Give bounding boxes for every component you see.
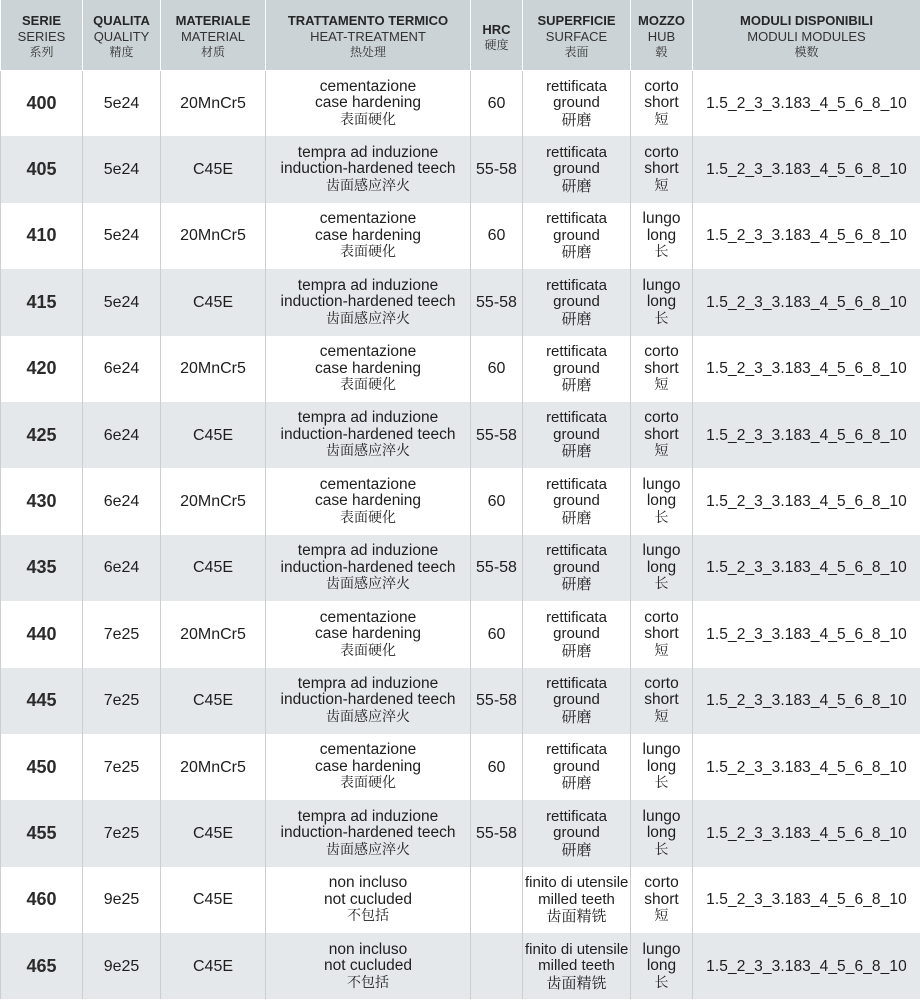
cell-treatment-line: cementazione — [319, 210, 417, 228]
cell-hub-line: lungo — [642, 542, 681, 560]
cell-surface-line: ground — [553, 425, 600, 443]
cell-hub-line: long — [646, 824, 677, 842]
header-material-it: MATERIALE — [175, 13, 251, 28]
cell-hub-line: short — [644, 160, 679, 178]
cell-surface-line: 研磨 — [561, 376, 592, 394]
cell-treatment-line: 表面硬化 — [340, 111, 396, 128]
cell-treatment-line: case hardening — [315, 359, 421, 377]
cell-hub-line: 长 — [654, 244, 669, 261]
cell-quality: 9e25 — [83, 933, 161, 999]
cell-treatment-line: non incluso — [328, 874, 408, 892]
header-hub-it: MOZZO — [638, 13, 685, 28]
cell-hrc: 55-58 — [471, 269, 523, 335]
cell-surface-line: 研磨 — [561, 442, 592, 461]
cell-treatment — [266, 734, 471, 800]
cell-surface — [523, 336, 631, 402]
cell-surface — [523, 203, 631, 269]
cell-hrc: 60 — [471, 203, 523, 269]
cell-serie: 425 — [1, 402, 83, 468]
cell-serie: 410 — [1, 203, 83, 269]
header-surface-it: SUPERFICIE — [537, 13, 616, 28]
table-header — [1, 0, 920, 70]
header-quality — [83, 0, 161, 70]
cell-surface-line: finito di utensile — [525, 874, 629, 892]
cell-hrc: 55-58 — [471, 535, 523, 601]
cell-treatment — [266, 601, 471, 667]
cell-material: 20MnCr5 — [161, 70, 266, 136]
header-treatment-it: TRATTAMENTO TERMICO — [287, 13, 449, 28]
cell-modules: 1.5_2_3_3.183_4_5_6_8_10 — [693, 867, 920, 933]
cell-surface-line: finito di utensile — [525, 940, 629, 958]
cell-hub-line: 长 — [654, 310, 669, 327]
cell-hub-line: corto — [644, 874, 679, 892]
cell-quality: 9e25 — [83, 867, 161, 933]
cell-surface-line: 研磨 — [561, 508, 592, 527]
header-quality-zh: 精度 — [109, 45, 134, 59]
cell-surface — [523, 70, 631, 136]
cell-hub — [631, 70, 693, 136]
cell-surface — [523, 933, 631, 999]
table-row — [1, 800, 920, 866]
cell-hub-line: 短 — [654, 708, 669, 725]
cell-treatment-line: induction-hardened teech — [280, 824, 456, 842]
cell-hub-line: lungo — [642, 940, 681, 958]
cell-treatment-line: not cucluded — [324, 957, 412, 975]
cell-hub — [631, 601, 693, 667]
cell-treatment-line: 表面硬化 — [340, 509, 396, 526]
cell-modules: 1.5_2_3_3.183_4_5_6_8_10 — [693, 136, 920, 202]
table-row — [1, 933, 920, 999]
cell-hub-line: lungo — [642, 475, 681, 493]
header-modules-en: MODULI MODULES — [747, 29, 866, 44]
cell-surface-line: rettificata — [546, 807, 607, 825]
cell-material: C45E — [161, 535, 266, 601]
cell-surface — [523, 535, 631, 601]
cell-hub-line: 长 — [654, 974, 669, 991]
cell-treatment — [266, 535, 471, 601]
cell-modules: 1.5_2_3_3.183_4_5_6_8_10 — [693, 535, 920, 601]
header-treatment-en: HEAT-TREATMENT — [310, 29, 426, 44]
cell-treatment-line: 表面硬化 — [340, 377, 396, 393]
header-material-zh: 材质 — [200, 45, 225, 59]
cell-treatment-line: 齿面感应淬火 — [326, 708, 410, 725]
cell-treatment-line: cementazione — [319, 741, 417, 759]
cell-treatment-line: non incluso — [328, 940, 408, 958]
header-hrc-it: HRC — [482, 22, 511, 37]
cell-treatment — [266, 402, 471, 468]
table-row — [1, 601, 920, 667]
cell-hub-line: long — [646, 293, 677, 311]
cell-hrc: 55-58 — [471, 800, 523, 866]
cell-quality: 6e24 — [83, 402, 161, 468]
cell-hub — [631, 933, 693, 999]
cell-surface-line: ground — [553, 757, 600, 775]
cell-modules: 1.5_2_3_3.183_4_5_6_8_10 — [693, 734, 920, 800]
header-hub — [631, 0, 693, 70]
cell-hub-line: lungo — [642, 276, 681, 294]
cell-modules: 1.5_2_3_3.183_4_5_6_8_10 — [693, 203, 920, 269]
cell-treatment — [266, 933, 471, 999]
cell-serie: 460 — [1, 867, 83, 933]
table-row — [1, 203, 920, 269]
cell-hub — [631, 734, 693, 800]
cell-surface-line: milled teeth — [538, 957, 615, 975]
cell-hub-line: long — [646, 957, 677, 975]
cell-surface-line: 研磨 — [561, 176, 592, 195]
cell-treatment-line: induction-hardened teech — [280, 293, 456, 311]
cell-hub-line: short — [644, 890, 679, 908]
cell-hub-line: long — [646, 558, 677, 576]
table-row — [1, 535, 920, 601]
cell-treatment — [266, 867, 471, 933]
cell-serie: 435 — [1, 535, 83, 601]
cell-treatment-line: cementazione — [319, 77, 417, 95]
cell-quality: 6e24 — [83, 535, 161, 601]
cell-hub — [631, 336, 693, 402]
cell-surface — [523, 734, 631, 800]
cell-hub-line: 短 — [654, 111, 669, 128]
cell-hub-line: short — [644, 691, 679, 709]
cell-hub-line: short — [644, 625, 679, 643]
cell-treatment-line: not cucluded — [324, 890, 412, 908]
cell-treatment-line: 表面硬化 — [340, 775, 396, 792]
cell-serie: 465 — [1, 933, 83, 999]
header-surface — [523, 0, 631, 70]
cell-hrc: 60 — [471, 734, 523, 800]
cell-modules: 1.5_2_3_3.183_4_5_6_8_10 — [693, 269, 920, 335]
cell-surface — [523, 601, 631, 667]
header-hrc-zh: 硬度 — [484, 38, 509, 52]
cell-material: C45E — [161, 933, 266, 999]
cell-treatment-line: tempra ad induzione — [297, 542, 439, 560]
cell-hub-line: long — [646, 757, 677, 775]
cell-hub-line: corto — [644, 409, 679, 427]
cell-treatment-line: 齿面感应淬火 — [326, 177, 410, 194]
cell-quality: 7e25 — [83, 800, 161, 866]
cell-hrc: 55-58 — [471, 402, 523, 468]
cell-treatment-line: case hardening — [315, 757, 421, 775]
cell-material: C45E — [161, 136, 266, 202]
cell-surface-line: ground — [553, 691, 600, 709]
cell-treatment-line: case hardening — [315, 94, 421, 112]
cell-hub-line: long — [646, 226, 677, 244]
table-row — [1, 668, 920, 734]
cell-serie: 450 — [1, 734, 83, 800]
cell-hub — [631, 535, 693, 601]
cell-hub — [631, 668, 693, 734]
cell-hub-line: 长 — [654, 841, 669, 858]
cell-hub-line: short — [644, 359, 679, 377]
cell-treatment-line: 不包括 — [347, 908, 389, 925]
cell-quality: 5e24 — [83, 203, 161, 269]
cell-treatment — [266, 800, 471, 866]
cell-surface — [523, 269, 631, 335]
cell-modules: 1.5_2_3_3.183_4_5_6_8_10 — [693, 70, 920, 136]
header-surface-en: SURFACE — [545, 29, 608, 44]
cell-treatment-line: 表面硬化 — [340, 244, 396, 261]
cell-serie: 415 — [1, 269, 83, 335]
cell-treatment-line: cementazione — [319, 608, 417, 626]
cell-surface-line: milled teeth — [538, 890, 615, 908]
cell-hub — [631, 203, 693, 269]
cell-surface-line: ground — [553, 492, 600, 510]
cell-hub-line: 短 — [654, 642, 669, 659]
cell-hub-line: 短 — [654, 377, 669, 393]
header-serie-en: SERIES — [17, 29, 66, 44]
cell-hub-line: long — [646, 492, 677, 510]
cell-hrc: 60 — [471, 70, 523, 136]
table-row — [1, 70, 920, 136]
cell-treatment — [266, 136, 471, 202]
cell-hub-line: corto — [644, 343, 679, 360]
table-body — [1, 70, 920, 999]
cell-treatment-line: 齿面感应淬火 — [326, 310, 410, 327]
cell-surface-line: 研磨 — [561, 575, 592, 594]
cell-surface-line: ground — [553, 94, 600, 112]
cell-serie: 405 — [1, 136, 83, 202]
cell-treatment-line: tempra ad induzione — [297, 409, 439, 427]
cell-surface-line: rettificata — [546, 608, 607, 626]
cell-surface-line: rettificata — [546, 343, 607, 360]
cell-material: C45E — [161, 800, 266, 866]
cell-quality: 5e24 — [83, 269, 161, 335]
table-row — [1, 734, 920, 800]
table-row — [1, 336, 920, 402]
cell-quality: 7e25 — [83, 601, 161, 667]
cell-quality: 6e24 — [83, 468, 161, 534]
cell-quality: 7e25 — [83, 668, 161, 734]
header-quality-en: QUALITY — [93, 29, 150, 44]
cell-surface-line: 研磨 — [561, 707, 592, 726]
cell-hub-line: 长 — [654, 509, 669, 526]
cell-treatment — [266, 336, 471, 402]
cell-surface — [523, 800, 631, 866]
cell-treatment-line: tempra ad induzione — [297, 143, 439, 161]
cell-surface-line: ground — [553, 824, 600, 842]
cell-quality: 6e24 — [83, 336, 161, 402]
header-hub-zh: 毂 — [655, 45, 668, 59]
cell-hub-line: 长 — [654, 576, 669, 593]
cell-surface-line: 齿面精铣 — [546, 907, 607, 926]
cell-hrc — [471, 933, 523, 999]
table-row — [1, 468, 920, 534]
cell-modules: 1.5_2_3_3.183_4_5_6_8_10 — [693, 336, 920, 402]
cell-surface-line: rettificata — [546, 276, 607, 294]
cell-serie: 430 — [1, 468, 83, 534]
cell-surface-line: rettificata — [546, 741, 607, 759]
cell-hub-line: lungo — [642, 741, 681, 759]
cell-surface-line: 研磨 — [561, 309, 592, 328]
cell-modules: 1.5_2_3_3.183_4_5_6_8_10 — [693, 800, 920, 866]
cell-surface-line: rettificata — [546, 210, 607, 228]
cell-surface-line: rettificata — [546, 409, 607, 427]
table-row — [1, 867, 920, 933]
cell-quality: 5e24 — [83, 70, 161, 136]
cell-treatment-line: 不包括 — [347, 974, 389, 991]
cell-surface — [523, 136, 631, 202]
cell-hub-line: lungo — [642, 807, 681, 825]
cell-surface-line: 研磨 — [561, 641, 592, 660]
cell-surface-line: ground — [553, 226, 600, 244]
cell-hub-line: 短 — [654, 908, 669, 925]
header-serie-it: SERIE — [21, 13, 61, 28]
cell-material: C45E — [161, 269, 266, 335]
cell-treatment — [266, 70, 471, 136]
cell-surface — [523, 402, 631, 468]
cell-hub — [631, 867, 693, 933]
cell-hrc: 60 — [471, 468, 523, 534]
cell-treatment-line: cementazione — [319, 475, 417, 493]
cell-hub-line: corto — [644, 77, 679, 95]
cell-treatment-line: case hardening — [315, 492, 421, 510]
cell-surface — [523, 468, 631, 534]
cell-hub-line: short — [644, 425, 679, 443]
cell-hrc — [471, 867, 523, 933]
cell-treatment — [266, 468, 471, 534]
header-quality-it: QUALITA — [93, 13, 150, 28]
header-surface-zh: 表面 — [564, 45, 589, 59]
cell-material: C45E — [161, 402, 266, 468]
cell-surface-line: 研磨 — [561, 243, 592, 262]
cell-surface-line: ground — [553, 293, 600, 311]
cell-treatment-line: induction-hardened teech — [280, 691, 456, 709]
header-modules-zh: 模数 — [794, 45, 819, 59]
cell-hub — [631, 402, 693, 468]
cell-surface-line: ground — [553, 160, 600, 178]
cell-treatment-line: tempra ad induzione — [297, 674, 439, 692]
cell-material: 20MnCr5 — [161, 336, 266, 402]
cell-serie: 455 — [1, 800, 83, 866]
cell-hrc: 60 — [471, 336, 523, 402]
cell-surface-line: rettificata — [546, 77, 607, 95]
cell-surface-line: 研磨 — [561, 774, 592, 793]
cell-hub — [631, 800, 693, 866]
cell-surface — [523, 668, 631, 734]
cell-surface-line: rettificata — [546, 143, 607, 161]
cell-treatment-line: case hardening — [315, 226, 421, 244]
cell-modules: 1.5_2_3_3.183_4_5_6_8_10 — [693, 668, 920, 734]
cell-treatment-line: induction-hardened teech — [280, 160, 456, 178]
cell-material: 20MnCr5 — [161, 203, 266, 269]
cell-treatment — [266, 668, 471, 734]
cell-quality: 5e24 — [83, 136, 161, 202]
cell-hrc: 55-58 — [471, 136, 523, 202]
cell-modules: 1.5_2_3_3.183_4_5_6_8_10 — [693, 402, 920, 468]
cell-treatment-line: 齿面感应淬火 — [326, 443, 410, 460]
header-modules — [693, 0, 920, 70]
cell-hub-line: lungo — [642, 210, 681, 228]
cell-hub — [631, 136, 693, 202]
header-serie-zh: 系列 — [29, 45, 54, 59]
cell-surface — [523, 867, 631, 933]
cell-hub-line: 短 — [654, 177, 669, 194]
cell-hub — [631, 468, 693, 534]
cell-quality: 7e25 — [83, 734, 161, 800]
header-material — [161, 0, 266, 70]
cell-treatment-line: cementazione — [319, 343, 417, 360]
cell-serie: 440 — [1, 601, 83, 667]
table-row — [1, 269, 920, 335]
cell-surface-line: ground — [553, 359, 600, 377]
header-serie — [1, 0, 83, 70]
cell-surface-line: ground — [553, 558, 600, 576]
header-treatment-zh: 热处理 — [349, 45, 386, 59]
cell-treatment-line: 表面硬化 — [340, 642, 396, 659]
cell-modules: 1.5_2_3_3.183_4_5_6_8_10 — [693, 933, 920, 999]
cell-treatment-line: tempra ad induzione — [297, 276, 439, 294]
cell-treatment — [266, 269, 471, 335]
cell-material: C45E — [161, 668, 266, 734]
cell-material: C45E — [161, 867, 266, 933]
header-treatment — [266, 0, 471, 70]
table-row — [1, 136, 920, 202]
cell-hub-line: corto — [644, 143, 679, 161]
cell-surface-line: 研磨 — [561, 110, 592, 129]
cell-hub-line: 短 — [654, 443, 669, 460]
header-hrc — [471, 0, 523, 70]
cell-treatment-line: 齿面感应淬火 — [326, 841, 410, 858]
cell-surface-line: 齿面精铣 — [546, 973, 607, 992]
cell-modules: 1.5_2_3_3.183_4_5_6_8_10 — [693, 468, 920, 534]
header-row — [1, 0, 920, 70]
cell-surface-line: rettificata — [546, 475, 607, 493]
header-hub-en: HUB — [647, 29, 676, 44]
cell-modules: 1.5_2_3_3.183_4_5_6_8_10 — [693, 601, 920, 667]
cell-serie: 445 — [1, 668, 83, 734]
cell-treatment — [266, 203, 471, 269]
cell-serie: 400 — [1, 70, 83, 136]
table-row — [1, 402, 920, 468]
cell-hub-line: 长 — [654, 775, 669, 792]
cell-material: 20MnCr5 — [161, 601, 266, 667]
cell-serie: 420 — [1, 336, 83, 402]
cell-material: 20MnCr5 — [161, 468, 266, 534]
cell-material: 20MnCr5 — [161, 734, 266, 800]
cell-hrc: 60 — [471, 601, 523, 667]
header-material-en: MATERIAL — [180, 29, 246, 44]
cell-hub-line: short — [644, 94, 679, 112]
cell-surface-line: rettificata — [546, 542, 607, 560]
cell-hrc: 55-58 — [471, 668, 523, 734]
cell-hub — [631, 269, 693, 335]
header-modules-it: MODULI DISPONIBILI — [740, 13, 873, 28]
cell-treatment-line: case hardening — [315, 625, 421, 643]
cell-treatment-line: induction-hardened teech — [280, 425, 456, 443]
cell-treatment-line: 齿面感应淬火 — [326, 576, 410, 593]
cell-surface-line: 研磨 — [561, 840, 592, 859]
cell-surface-line: rettificata — [546, 674, 607, 692]
cell-hub-line: corto — [644, 674, 679, 692]
cell-hub-line: corto — [644, 608, 679, 626]
cell-treatment-line: induction-hardened teech — [280, 558, 456, 576]
cell-surface-line: ground — [553, 625, 600, 643]
cell-treatment-line: tempra ad induzione — [297, 807, 439, 825]
